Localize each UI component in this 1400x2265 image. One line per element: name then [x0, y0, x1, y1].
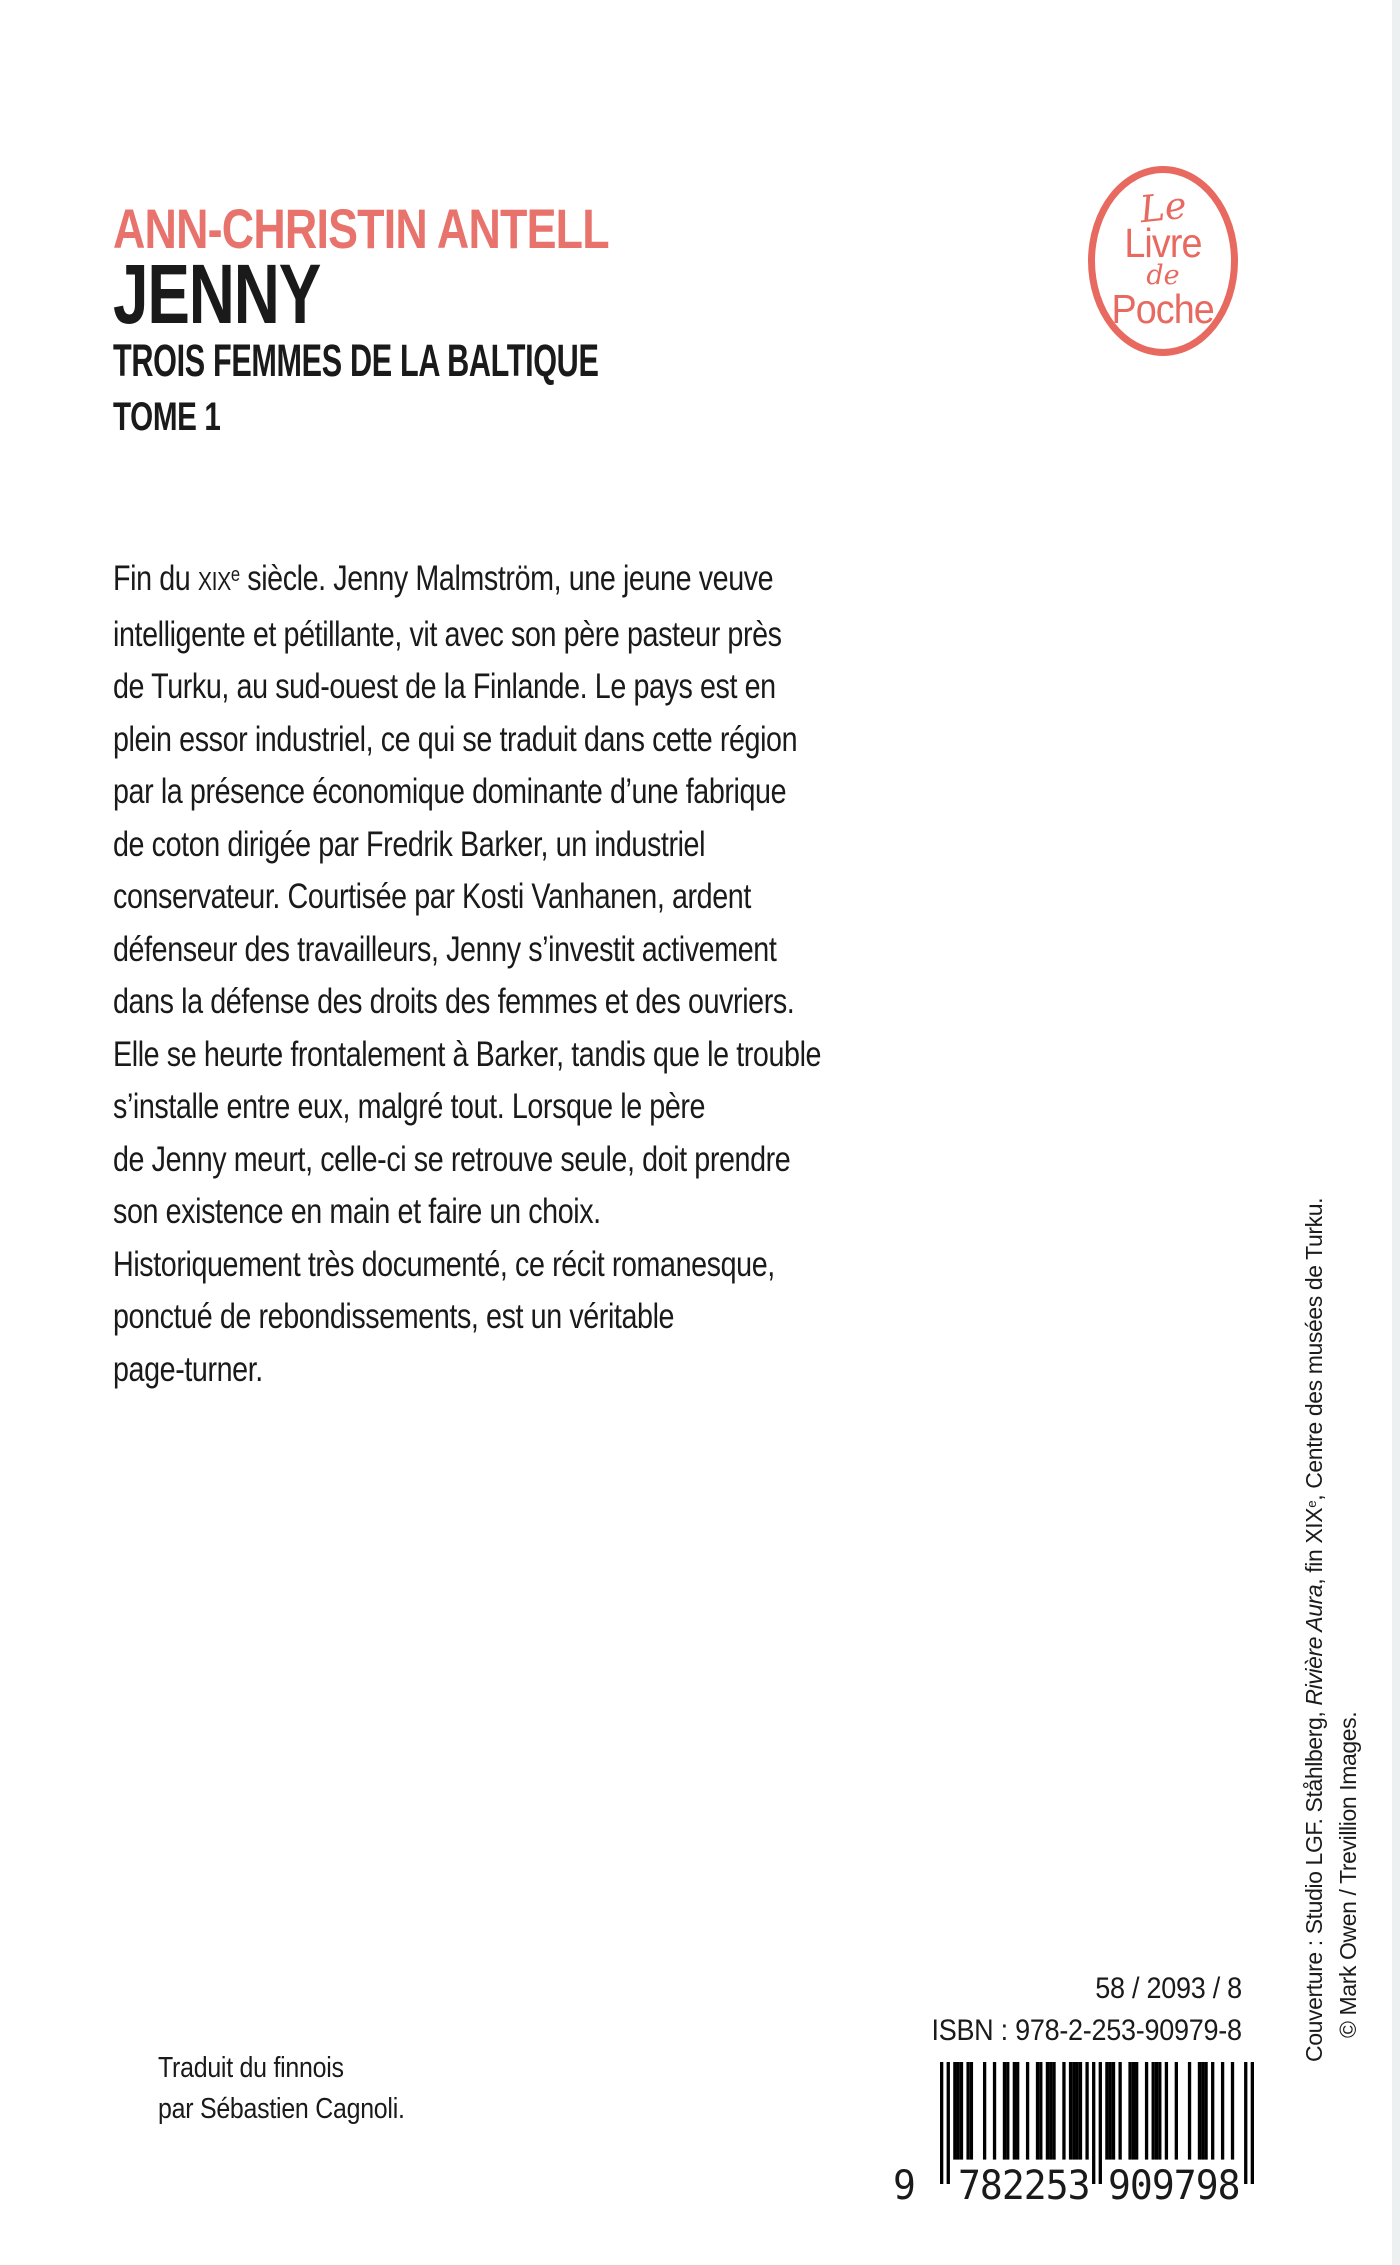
translator-line: par Sébastien Cagnoli.	[158, 2093, 405, 2125]
barcode-digit-left: 9	[893, 2163, 915, 2209]
synopsis-line: ponctué de rebondissements, est un véritable	[113, 1297, 675, 1337]
logo-word-poche: Poche	[1111, 285, 1215, 332]
page-edge-shadow	[1392, 0, 1400, 2265]
synopsis-line: de coton dirigée par Fredrik Barker, un industriel	[113, 824, 706, 864]
logo-word-de: de	[1146, 259, 1180, 291]
synopsis-line: son existence en main et faire un choix.	[113, 1192, 601, 1232]
livre-de-poche-logo	[1088, 166, 1238, 356]
cover-credit: Couverture : Studio LGF. Ståhlberg, Rivière Aura, fin XIXe, Centre des musées de Turku.	[1301, 1197, 1327, 2062]
synopsis-line: par la présence économique dominante d’une fabrique	[113, 772, 787, 812]
synopsis-line: plein essor industriel, ce qui se traduit dans cette région	[113, 719, 798, 759]
synopsis-line: Elle se heurte frontalement à Barker, tandis que le trouble	[113, 1034, 822, 1074]
barcode-digits-group1: 782253	[958, 2163, 1090, 2209]
synopsis-line: conservateur. Courtisée par Kosti Vanhanen, ardent	[113, 877, 751, 917]
photo-credit: © Mark Owen / Trevillion Images.	[1335, 1711, 1361, 2038]
synopsis-line: s’installe entre eux, malgré tout. Lorsque le père	[113, 1087, 706, 1127]
logo-word-le: Le	[1137, 183, 1189, 231]
isbn-number: ISBN : 978-2-253-90979-8	[931, 2014, 1242, 2047]
translator-credit	[158, 2048, 405, 2130]
synopsis-line: de Jenny meurt, celle-ci se retrouve seule, doit prendre	[113, 1139, 791, 1179]
book-title: JENNY	[113, 247, 321, 341]
synopsis-line: de Turku, au sud-ouest de la Finlande. Le pays est en	[113, 667, 776, 707]
barcode-digits-group2: 909798	[1108, 2163, 1240, 2209]
edition-code: 58 / 2093 / 8	[1095, 1972, 1242, 2005]
synopsis-line: Fin du XIXe siècle. Jenny Malmström, une jeune veuve	[113, 559, 774, 599]
translator-line: Traduit du finnois	[158, 2052, 344, 2084]
volume-number: TOME 1	[113, 395, 221, 439]
synopsis-line: page-turner.	[113, 1349, 263, 1389]
synopsis-line: intelligente et pétillante, vit avec son père pasteur près	[113, 614, 782, 654]
synopsis-text	[113, 549, 821, 1396]
series-title: TROIS FEMMES DE LA BALTIQUE	[113, 335, 599, 386]
synopsis-line: défenseur des travailleurs, Jenny s’investit activement	[113, 929, 777, 969]
author-name: ANN-CHRISTIN ANTELL	[113, 197, 609, 260]
synopsis-line: Historiquement très documenté, ce récit romanesque,	[113, 1244, 775, 1284]
logo-word-livre: Livre	[1124, 219, 1202, 266]
synopsis-line: dans la défense des droits des femmes et des ouvriers.	[113, 982, 795, 1022]
